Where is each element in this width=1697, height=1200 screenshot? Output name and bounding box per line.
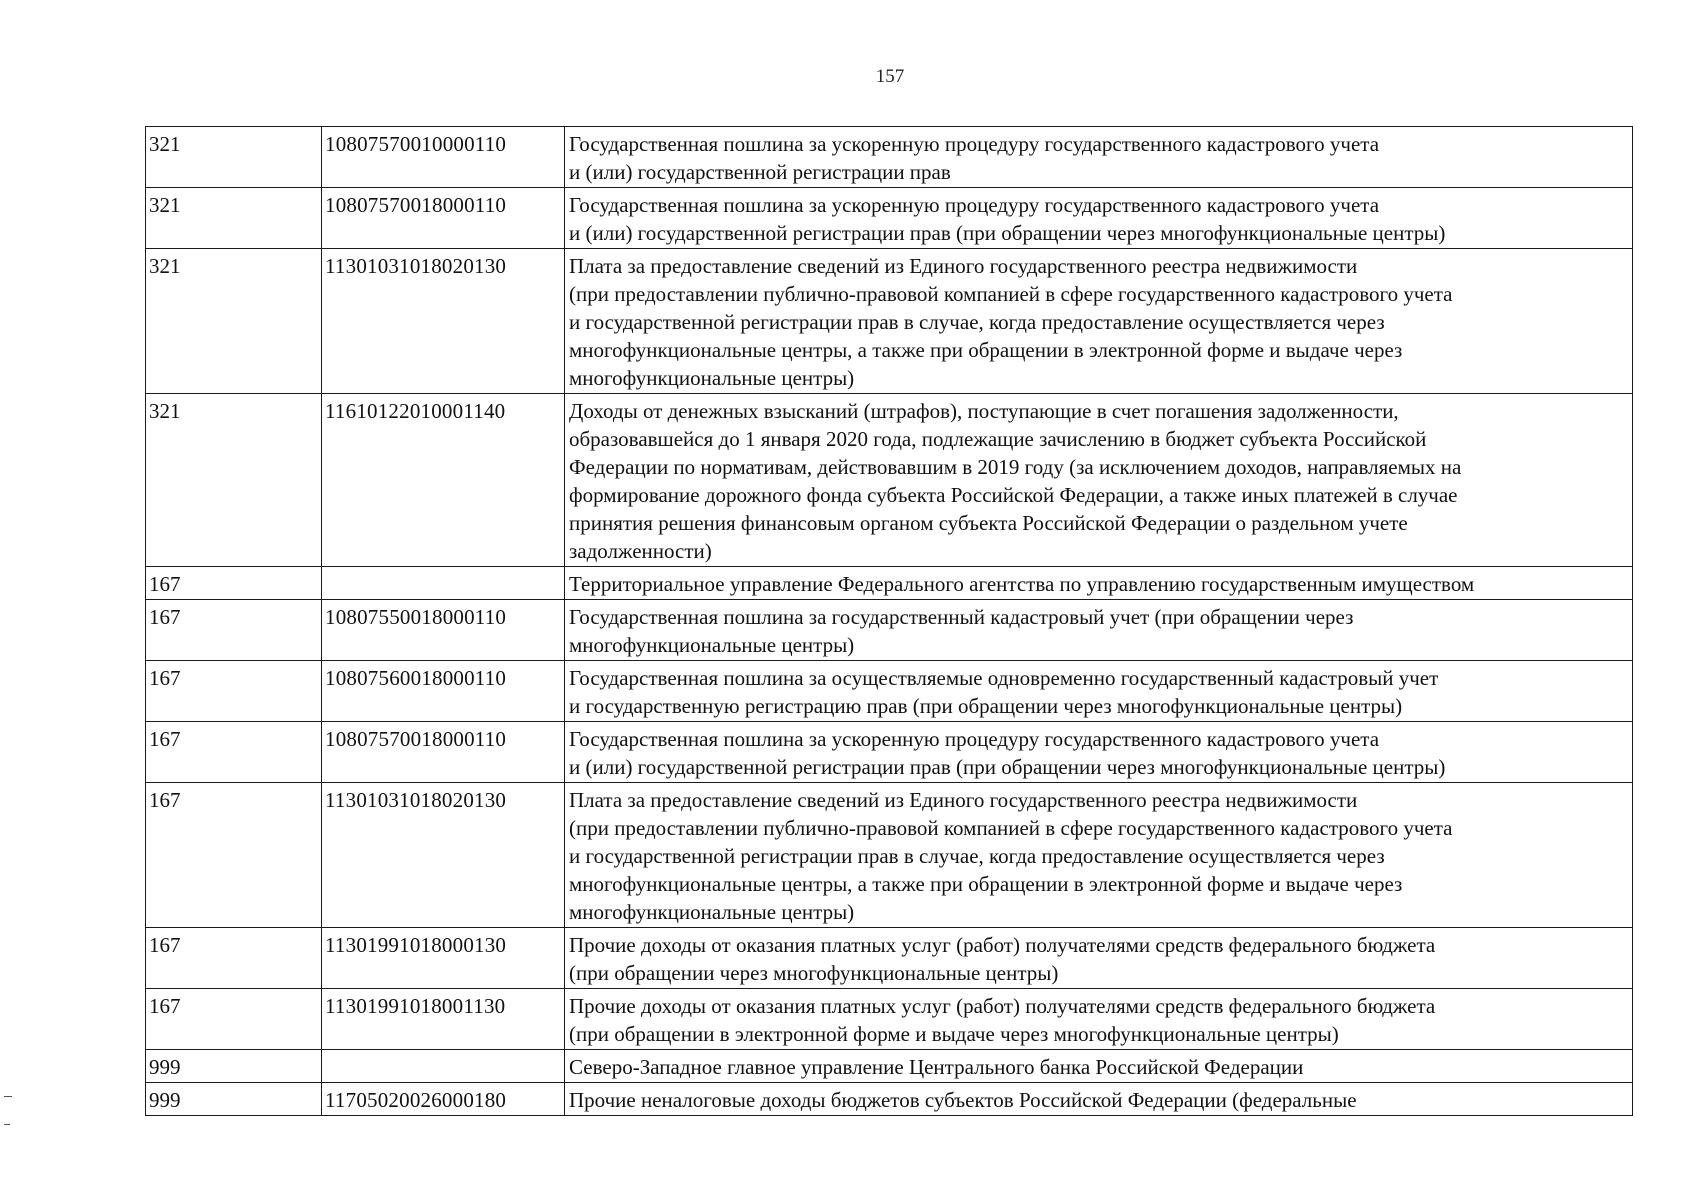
admin-code-cell: 167 <box>146 928 322 989</box>
scan-margin-mark <box>4 1096 12 1097</box>
description-line: Северо-Западное главное управление Центрального банка Российской Федерации <box>569 1055 1304 1079</box>
description-line: Доходы от денежных взысканий (штрафов), поступающие в счет погашения задолженности, <box>569 399 1399 423</box>
description-line: образовавшейся до 1 января 2020 года, подлежащие зачислению в бюджет субъекта Российской <box>569 427 1427 451</box>
description-line: задолженности) <box>569 539 712 563</box>
budget-code-cell: 10807550018000110 <box>322 600 565 661</box>
description-line: многофункциональные центры) <box>569 633 855 657</box>
table-row <box>146 1083 1633 1116</box>
revenue-codes-table <box>145 126 1633 1116</box>
description-line: принятия решения финансовым органом субъекта Российской Федерации о раздельном учете <box>569 511 1408 535</box>
budget-code-cell: 11301031018020130 <box>322 783 565 928</box>
description-line: и (или) государственной регистрации прав (при обращении через многофункциональные центры) <box>569 755 1446 779</box>
description-line: (при обращении через многофункциональные центры) <box>569 961 1059 985</box>
description-line: многофункциональные центры, а также при обращении в электронной форме и выдаче через <box>569 872 1403 896</box>
description-cell <box>565 989 1633 1050</box>
budget-code-cell: 11301031018020130 <box>322 249 565 394</box>
description-line: Плата за предоставление сведений из Единого государственного реестра недвижимости <box>569 788 1358 812</box>
table-row <box>146 188 1633 249</box>
description-cell <box>565 249 1633 394</box>
table-row <box>146 661 1633 722</box>
description-line: многофункциональные центры, а также при обращении в электронной форме и выдаче через <box>569 338 1403 362</box>
description-line: Федерации по нормативам, действовавшим в 2019 году (за исключением доходов, направляемых на <box>569 455 1462 479</box>
description-line: и государственную регистрацию прав (при обращении через многофункциональные центры) <box>569 694 1403 718</box>
description-line: Территориальное управление Федерального агентства по управлению государственным имуществом <box>569 572 1475 596</box>
table-row <box>146 1050 1633 1083</box>
description-cell <box>565 1050 1633 1083</box>
budget-code-cell: 10807570010000110 <box>322 127 565 188</box>
description-line: Государственная пошлина за осуществляемые одновременно государственный кадастровый учет <box>569 666 1439 690</box>
description-line: (при предоставлении публично-правовой компанией в сфере государственного кадастрового учета <box>569 816 1453 840</box>
admin-code-cell: 999 <box>146 1050 322 1083</box>
table-row <box>146 989 1633 1050</box>
admin-code-cell: 321 <box>146 188 322 249</box>
description-cell <box>565 600 1633 661</box>
description-line: Государственная пошлина за ускоренную процедуру государственного кадастрового учета <box>569 727 1380 751</box>
description-line: Прочие неналоговые доходы бюджетов субъектов Российской Федерации (федеральные <box>569 1088 1357 1112</box>
page-number: 157 <box>875 66 905 87</box>
description-line: Государственная пошлина за ускоренную процедуру государственного кадастрового учета <box>569 193 1380 217</box>
admin-code-cell: 167 <box>146 722 322 783</box>
description-cell <box>565 127 1633 188</box>
description-line: и (или) государственной регистрации прав <box>569 160 951 184</box>
admin-code-cell: 999 <box>146 1083 322 1116</box>
description-cell <box>565 567 1633 600</box>
budget-code-cell: 10807560018000110 <box>322 661 565 722</box>
admin-code-cell: 167 <box>146 989 322 1050</box>
budget-code-cell: 11301991018000130 <box>322 928 565 989</box>
admin-code-cell: 321 <box>146 127 322 188</box>
table-row <box>146 567 1633 600</box>
description-cell <box>565 1083 1633 1116</box>
table-row <box>146 722 1633 783</box>
budget-code-cell: 11610122010001140 <box>322 394 565 567</box>
description-cell <box>565 783 1633 928</box>
budget-code-cell: 10807570018000110 <box>322 722 565 783</box>
budget-code-cell: 11705020026000180 <box>322 1083 565 1116</box>
description-cell <box>565 928 1633 989</box>
description-line: Прочие доходы от оказания платных услуг (работ) получателями средств федерального бюджета <box>569 933 1436 957</box>
admin-code-cell: 167 <box>146 661 322 722</box>
table-row <box>146 928 1633 989</box>
table-row <box>146 127 1633 188</box>
admin-code-cell: 321 <box>146 249 322 394</box>
table-row <box>146 783 1633 928</box>
description-cell <box>565 722 1633 783</box>
description-line: (при обращении в электронной форме и выдаче через многофункциональные центры) <box>569 1022 1339 1046</box>
budget-code-cell <box>322 1050 565 1083</box>
table-row <box>146 249 1633 394</box>
description-line: Прочие доходы от оказания платных услуг (работ) получателями средств федерального бюджета <box>569 994 1436 1018</box>
scan-margin-mark <box>4 1124 10 1125</box>
description-line: Государственная пошлина за государственный кадастровый учет (при обращении через <box>569 605 1354 629</box>
admin-code-cell: 321 <box>146 394 322 567</box>
admin-code-cell: 167 <box>146 783 322 928</box>
description-line: многофункциональные центры) <box>569 366 855 390</box>
table-row <box>146 600 1633 661</box>
description-line: формирование дорожного фонда субъекта Российской Федерации, а также иных платежей в случае <box>569 483 1458 507</box>
budget-code-cell <box>322 567 565 600</box>
description-line: и государственной регистрации прав в случае, когда предоставление осуществляется через <box>569 844 1385 868</box>
table-row <box>146 394 1633 567</box>
budget-code-cell: 11301991018001130 <box>322 989 565 1050</box>
admin-code-cell: 167 <box>146 600 322 661</box>
description-cell <box>565 661 1633 722</box>
description-cell <box>565 394 1633 567</box>
admin-code-cell: 167 <box>146 567 322 600</box>
description-line: и государственной регистрации прав в случае, когда предоставление осуществляется через <box>569 310 1385 334</box>
description-cell <box>565 188 1633 249</box>
description-line: и (или) государственной регистрации прав (при обращении через многофункциональные центры) <box>569 221 1446 245</box>
description-line: Государственная пошлина за ускоренную процедуру государственного кадастрового учета <box>569 132 1380 156</box>
description-line: (при предоставлении публично-правовой компанией в сфере государственного кадастрового учета <box>569 282 1453 306</box>
description-line: многофункциональные центры) <box>569 900 855 924</box>
budget-code-cell: 10807570018000110 <box>322 188 565 249</box>
description-line: Плата за предоставление сведений из Единого государственного реестра недвижимости <box>569 254 1358 278</box>
